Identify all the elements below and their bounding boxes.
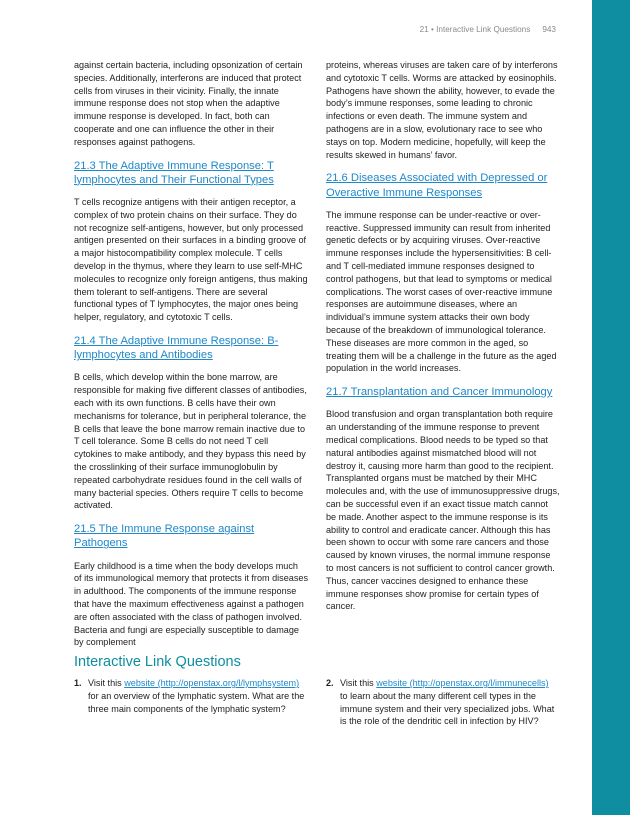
left-column — [74, 59, 308, 649]
section-21-3-heading[interactable]: 21.3 The Adaptive Immune Response: T lymphocytes and Their Functional Types — [74, 159, 274, 186]
section-21-3-paragraph: T cells recognize antigens with their antigen receptor, a complex of two protein chains on their surface. They do not recognize self-antigens, however, but only processed antigen presented on their surfaces in a binding groove of a major histocompatibility complex molecule. T cells develop in the thymus, where they learn to use self-MHC molecules to recognize only foreign antigens, thus making them tolerant to self-antigens. There are several functional types of T lymphocytes, the major ones being helper, regulatory, and cytotoxic T cells. — [74, 196, 308, 323]
running-header — [420, 25, 556, 34]
interactive-link-questions-title: Interactive Link Questions — [74, 654, 241, 670]
intro-paragraph: against certain bacteria, including opsonization of certain species. Additionally, interferons are induced that protect cells from viruses in their vicinity. Finally, the innate immune response does not stop when the adaptive immune response is developed. In fact, both can cooperate and one can influence the other in their responses against pathogens. — [74, 60, 303, 147]
section-21-6-heading[interactable]: 21.6 Diseases Associated with Depressed or Overactive Immune Responses — [326, 172, 548, 199]
section-21-7-heading[interactable]: 21.7 Transplantation and Cancer Immunology — [326, 386, 553, 399]
section-21-5-heading[interactable]: 21.5 The Immune Response against Pathogens — [74, 523, 255, 550]
question-text — [74, 677, 306, 715]
immunecells-website-link[interactable]: website (http://openstax.org/l/immunecells) — [376, 678, 549, 688]
page-number: 943 — [542, 25, 556, 34]
question-number: 1. — [74, 678, 82, 688]
section-21-5-paragraph: Early childhood is a time when the body develops much of its immunological memory that protects it from diseases in adulthood. The components of the immune response that have the maximum effectiveness against a pathogen are often associated with the class of pathogen involved. Bacteria and fungi are especially susceptible to damage by complement — [74, 560, 308, 648]
lymphsystem-website-link[interactable]: website (http://openstax.org/l/lymphsystem) — [124, 678, 300, 688]
right-column — [326, 59, 560, 613]
continued-paragraph: proteins, whereas viruses are taken care of by interferons and cytotoxic T cells. Worms are attacked by eosinophils. Pathogens have shown the ability, however, to evade the body’s immune responses, some leading to chronic infections or even death. The immune system and pathogens are in a slow, evolutionary race to see who stays on top. Modern medicine, hopefully, will keep the results skewed in humans’ favor. — [326, 60, 558, 160]
question-item-2 — [326, 677, 558, 728]
question-body: to learn about the many different cell types in the immune system and their very specialized jobs. What is the role of the dendritic cell in infection by HIV? — [340, 690, 555, 727]
page-side-band — [592, 0, 630, 815]
question-lead-in: Visit this — [340, 678, 377, 688]
running-title: 21 • Interactive Link Questions — [419, 25, 531, 34]
question-lead-in: Visit this — [88, 678, 125, 688]
section-21-7-paragraph: Blood transfusion and organ transplantation both require an understanding of the immune response to prevent medical complications. Blood needs to be typed so that natural antibodies against mismatched blood will not destroy it, causing more harm than good to the recipient. Transplanted organs must be matched by their MHC molecules and, with the use of immunosuppressive drugs, can be successful even if an exact tissue match cannot be made. Another aspect to the immune response is its ability to control and eradicate cancer. Although this has been shown to occur with some rare cancers and those caused by known viruses, the normal immune response to most cancers is not sufficient to control cancer growth. Thus, cancer vaccines designed to enhance these immune responses show promise for certain types of cancer. — [326, 409, 560, 612]
question-text — [326, 677, 558, 728]
section-21-4-paragraph: B cells, which develop within the bone marrow, are responsible for making five different classes of antibodies, each with its own functions. B cells have their own mechanisms for tolerance, but in peripheral tolerance, the B cells that leave the bone marrow remain inactive due to T cell tolerance. Some B cells do not need T cell cytokines to make antibody, and they bypass this need by the crosslinking of their surface immunoglobulin by repeated carbohydrate residues found in the cell walls of many bacterial species. Others require T cells to become activated. — [74, 372, 307, 511]
section-21-4-heading[interactable]: 21.4 The Adaptive Immune Response: B-lymphocytes and Antibodies — [74, 334, 279, 362]
question-body: for an overview of the lymphatic system. What are the three main components of the lymphatic system? — [88, 690, 305, 714]
section-21-6-paragraph: The immune response can be under-reactive or over-reactive. Suppressed immunity can result from inherited genetic defects or by acquiring viruses. Over-reactive immune responses include the hypersensitivities: B cell- and T cell-mediated immune responses designed to control pathogens, but that lead to symptoms or medical complications. The worst cases of over-reactive immune responses are autoimmune diseases, where an individual’s immune system attacks their own body because of the breakdown of immunological tolerance. These diseases are more common in the aged, so treating them will be a challenge in the future as the aged population in the world increases. — [326, 209, 557, 374]
question-item-1 — [74, 677, 306, 715]
question-number: 2. — [326, 678, 334, 688]
